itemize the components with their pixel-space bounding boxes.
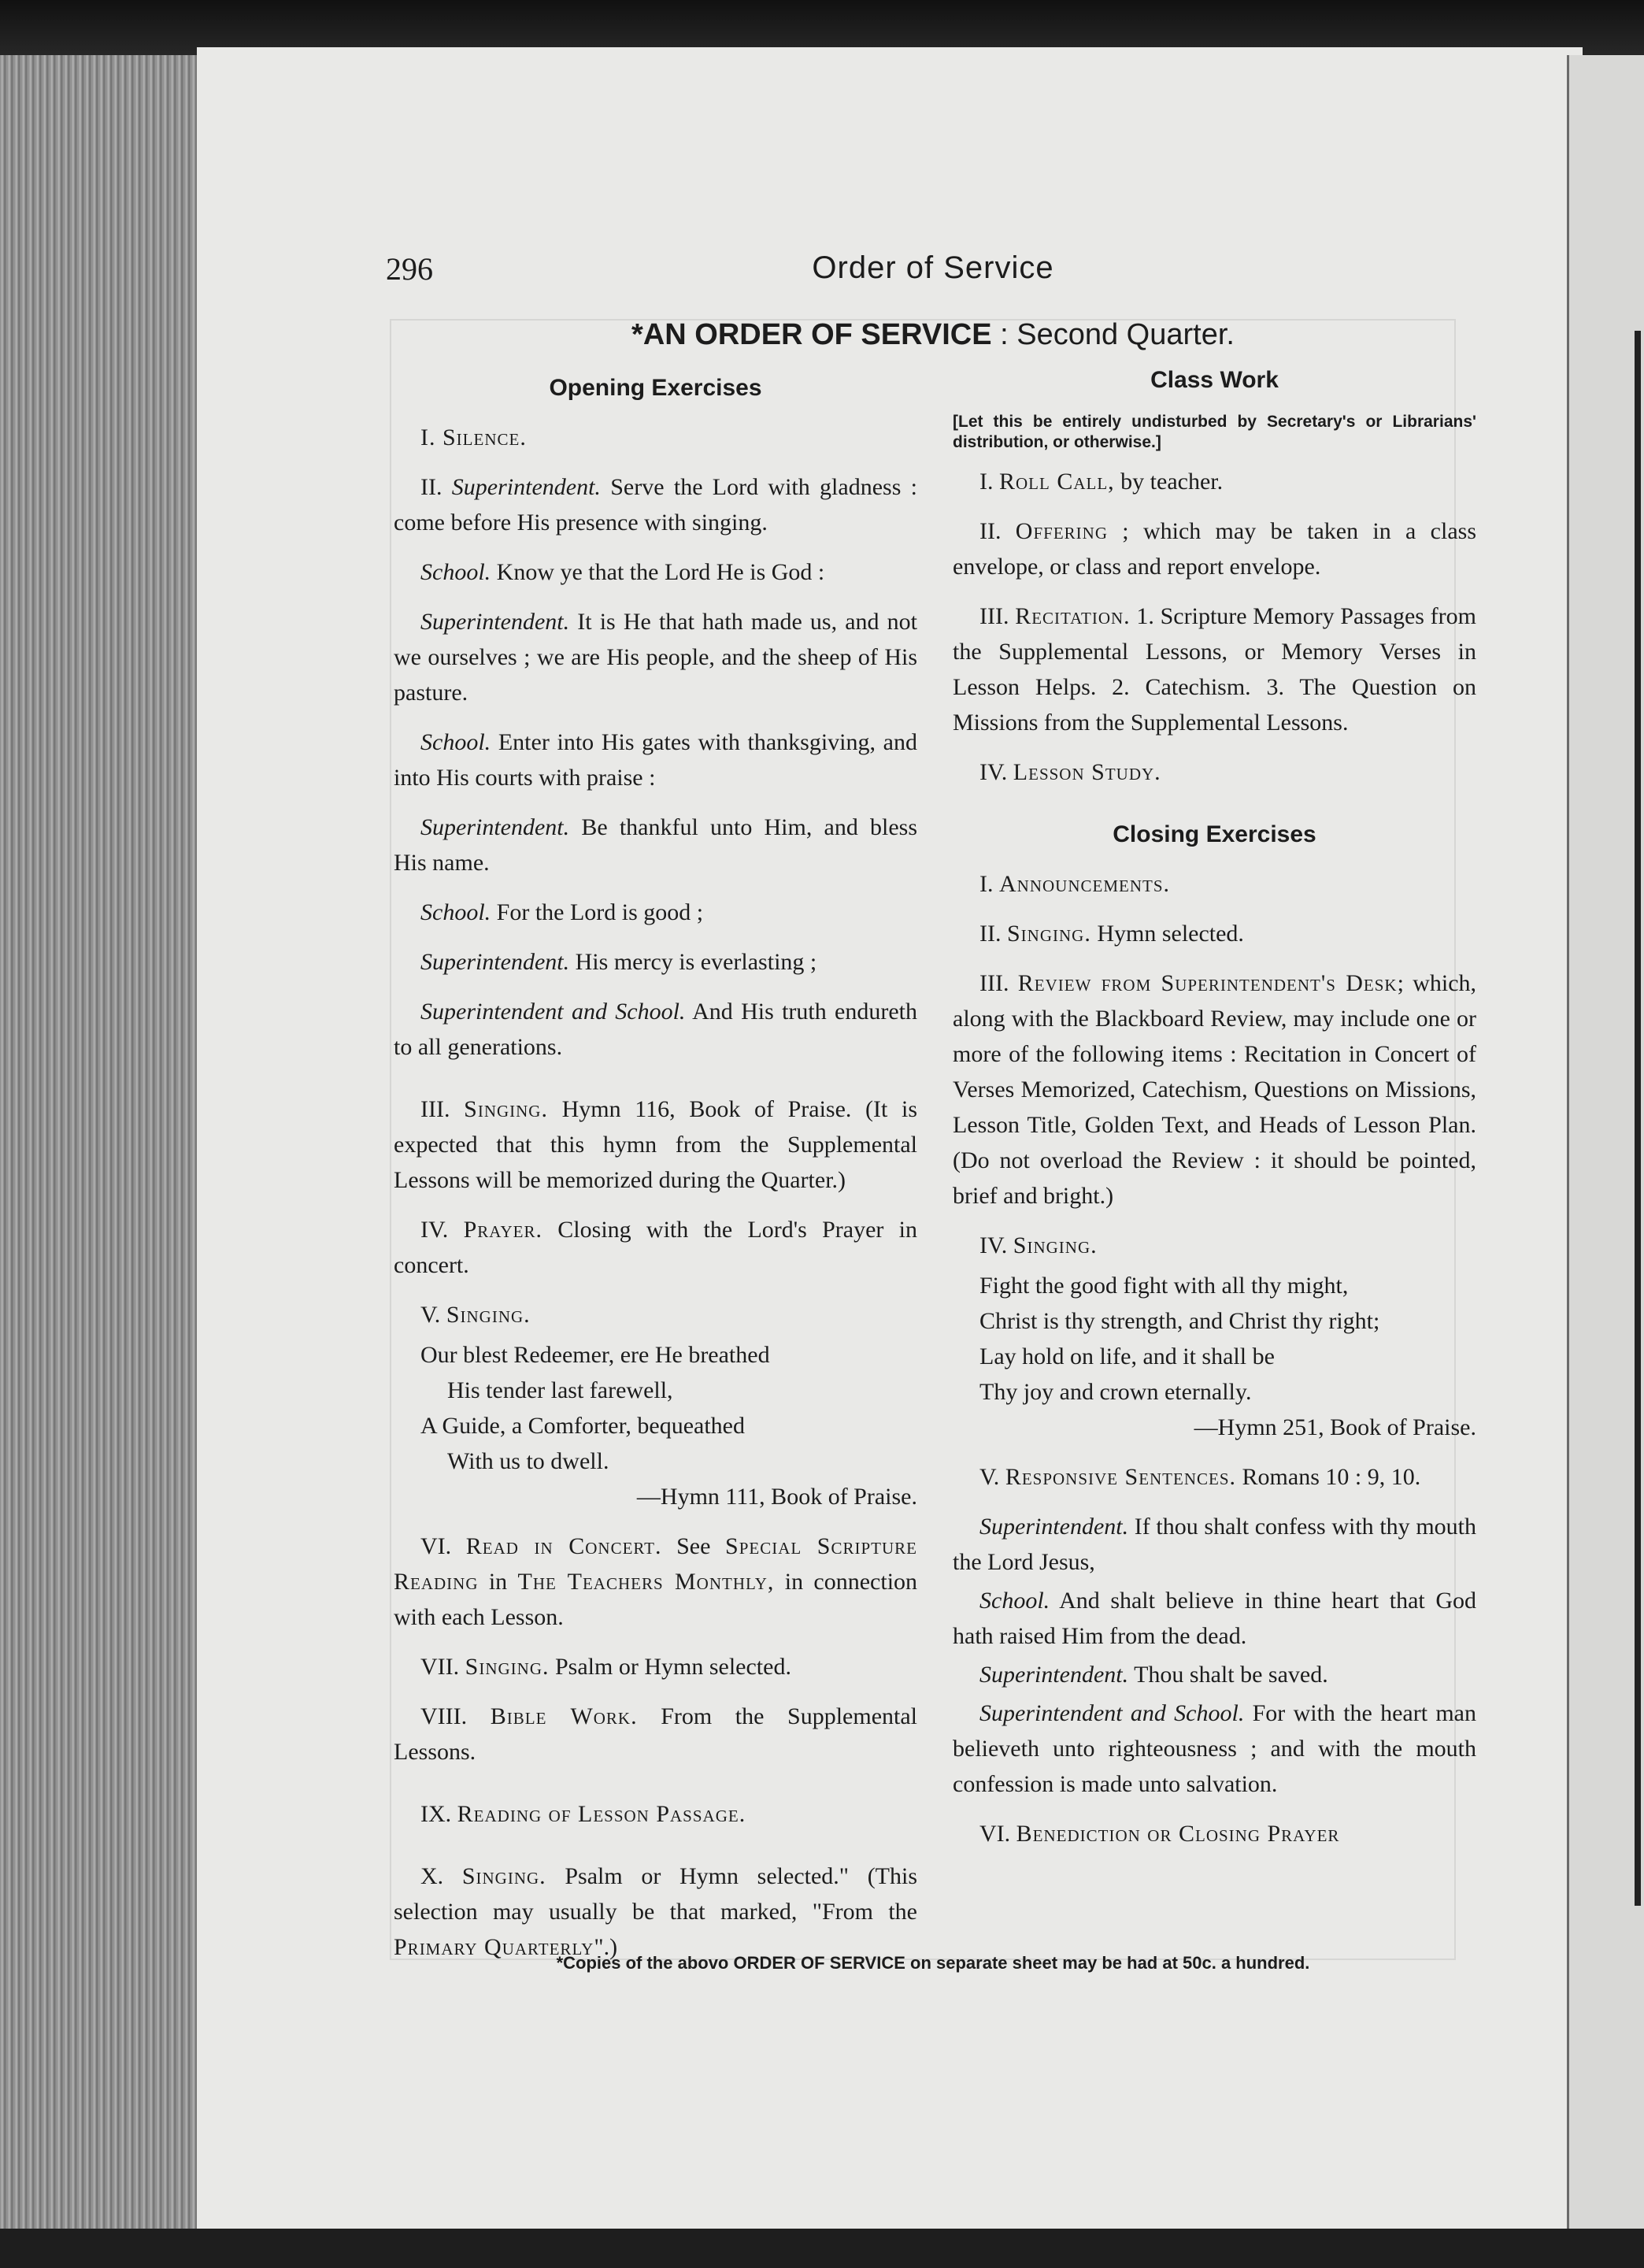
item-text: ; which may be taken in a class envelope, or class and report envelope.: [953, 518, 1476, 580]
item-text: 1. Scripture Memory Passages from the Supplemental Lessons, or Memory Verses in Lesson Helps. 2. Catechism. 3. The Question on Missions from the Supplemental Lessons.: [953, 603, 1477, 736]
item-silence: I. Silence.: [420, 424, 527, 450]
speaker-school: School.: [420, 899, 491, 925]
hymn-credit: —Hymn 251, Book of Praise.: [1194, 1414, 1476, 1440]
facing-page-edge: [1567, 55, 1644, 2236]
item-number: II.: [979, 518, 1002, 544]
opening-exercises-heading: Opening Exercises: [549, 375, 762, 401]
item-text: Closing with the Lord's Prayer in concert.: [394, 1217, 918, 1278]
item-text: ".): [594, 1934, 618, 1960]
item-closing-hymn: [953, 1228, 1476, 1263]
response-text: Serve the Lord with gladness : come before His presence with singing.: [394, 474, 918, 536]
item-number: III.: [979, 603, 1009, 629]
verse-line: A Guide, a Comforter, bequeathed: [420, 1413, 746, 1439]
verse-line: His tender last farewell,: [447, 1377, 673, 1403]
item-number: X.: [420, 1863, 444, 1889]
left-column: [394, 370, 917, 1979]
item-text: in: [488, 1569, 508, 1595]
running-head: Order of Service: [812, 250, 1054, 285]
item-label: Reading of Lesson Passage.: [457, 1801, 746, 1827]
item-text: in connection with each Lesson.: [394, 1569, 918, 1630]
title-bold: AN ORDER OF SERVICE: [642, 318, 992, 351]
response-superintendent-and-school: [953, 1695, 1476, 1802]
class-work-heading: Class Work: [1150, 367, 1279, 393]
item-offering: [953, 513, 1476, 584]
primary-quarterly: Primary Quarterly: [394, 1934, 594, 1960]
item-roll-call: [953, 464, 1476, 499]
item-text: by teacher.: [1120, 469, 1224, 495]
response-text: Enter into His gates with thanksgiving, and into His courts with praise :: [394, 729, 917, 791]
item-number: VII.: [420, 1654, 460, 1680]
item-number: V.: [420, 1302, 441, 1328]
item-label: Announcements.: [999, 871, 1170, 897]
item-text: From the Supplemental Lessons.: [394, 1703, 918, 1765]
item-label: Singing.: [464, 1096, 548, 1122]
closing-exercises-heading: Closing Exercises: [1113, 821, 1316, 847]
verse-line: Thy joy and crown eternally.: [979, 1379, 1252, 1405]
item-text: ; which, along with the Blackboard Review, may include one or more of the following items : Recitation in Concert of Verses Memorized, Catechism, Questions on Missions, Lesson Title, Golden Text, and Heads of Lesson Plan. (Do not overload the Review : it should be pointed, brief and bright.): [953, 970, 1477, 1209]
item-vii: [394, 1649, 917, 1684]
page-header: [382, 250, 1484, 298]
page-title: [382, 318, 1484, 352]
response-text: If thou shalt confess with thy mouth the Lord Jesus,: [953, 1514, 1476, 1575]
hymn-verse: [420, 1337, 917, 1514]
response-superintendent-2: [394, 604, 917, 710]
response-school-1: [394, 554, 917, 590]
item-viii: [394, 1699, 917, 1770]
response-school-2: [394, 724, 917, 795]
item-vi: [394, 1529, 917, 1635]
item-iv: [394, 1212, 917, 1283]
item-label: Roll Call,: [999, 469, 1115, 495]
item-responsive-sentences: [953, 1459, 1476, 1495]
footnote: *Copies of the abovo ORDER OF SERVICE on separate sheet may be had at 50c. a hundred.: [556, 1953, 1310, 1973]
item-recitation: [953, 598, 1476, 740]
item-number: V.: [979, 1464, 1000, 1490]
item-label: Singing.: [465, 1654, 550, 1680]
speaker-school: School.: [420, 559, 491, 585]
response-text: Be thankful unto Him, and bless His name.: [394, 814, 917, 876]
item-number: VIII.: [420, 1703, 468, 1729]
item-closing-singing: [953, 916, 1476, 951]
item-number: VI.: [979, 1821, 1011, 1847]
verse-line: Lay hold on life, and it shall be: [979, 1343, 1275, 1369]
response-superintendent-3: [394, 810, 917, 880]
item-v: [394, 1297, 917, 1332]
facing-page-dark-strip: [1635, 331, 1641, 1906]
speaker-superintendent: Superintendent.: [420, 949, 570, 975]
book-page-edges: [0, 55, 205, 2229]
right-column: [953, 362, 1476, 1866]
response-text: For the Lord is good ;: [496, 899, 704, 925]
response-text: Know ye that the Lord He is God :: [496, 559, 825, 585]
item-review: [953, 965, 1476, 1214]
speaker-superintendent-and-school: Superintendent and School.: [979, 1700, 1245, 1726]
item-announcements: [953, 866, 1476, 902]
item-label: Read in Concert.: [465, 1533, 662, 1559]
item-number: I.: [979, 871, 994, 897]
item-label: Bible Work.: [490, 1703, 638, 1729]
speaker-superintendent: Superintendent.: [420, 609, 570, 635]
item-ix: [394, 1796, 917, 1832]
item-x: [394, 1858, 917, 1965]
item-number: IV.: [420, 1217, 449, 1243]
item-label: Singing.: [461, 1863, 546, 1889]
verse-line: Christ is thy strength, and Christ thy right;: [979, 1308, 1380, 1334]
class-work-note: [Let this be entirely undisturbed by Secretary's or Librarians' distribution, or otherwise.]: [953, 413, 1476, 451]
speaker-superintendent-and-school: Superintendent and School.: [420, 999, 686, 1025]
item-text: Hymn selected.: [1097, 921, 1244, 947]
item-number: II.: [420, 474, 442, 500]
speaker-school: School.: [420, 729, 491, 755]
response-text: For with the heart man believeth unto righteousness ; and with the mouth confession is made unto salvation.: [953, 1700, 1476, 1797]
verse-line: Fight the good fight with all thy might,: [979, 1273, 1349, 1299]
response-text: And His truth endureth to all generations.: [394, 999, 917, 1060]
item-number: II.: [979, 921, 1002, 947]
item-label: Lesson Study.: [1013, 759, 1161, 785]
title-rest: : Second Quarter.: [1000, 318, 1235, 351]
item-number: IX.: [420, 1801, 452, 1827]
item-number: III.: [420, 1096, 450, 1122]
item-number: III.: [979, 970, 1009, 996]
hymn-verse: [979, 1268, 1476, 1445]
page-number: 296: [386, 251, 433, 287]
response-text: It is He that hath made us, and not we ourselves ; we are His people, and the sheep of His pasture.: [394, 609, 917, 706]
item-ii: [394, 469, 917, 540]
title-star: *: [631, 318, 643, 351]
verse-line: With us to dwell.: [447, 1448, 609, 1474]
response-superintendent-and-school: [394, 994, 917, 1065]
bottom-shadow: [0, 2229, 1644, 2268]
response-text: Thou shalt be saved.: [1134, 1662, 1328, 1688]
item-lesson-study: [953, 754, 1476, 790]
item-text: Hymn 116, Book of Praise. (It is expected that this hymn from the Supplemental Lessons will be memorized during the Quarter.): [394, 1096, 918, 1193]
item-benediction: [953, 1816, 1476, 1851]
item-text: Romans 10 : 9, 10.: [1242, 1464, 1421, 1490]
item-label: Singing.: [1013, 1232, 1098, 1258]
speaker-superintendent: Superintendent.: [451, 474, 601, 500]
response-superintendent: [953, 1509, 1476, 1580]
response-school: [953, 1583, 1476, 1654]
item-label: Singing.: [1006, 921, 1091, 947]
item-label: Benediction or Closing Prayer: [1016, 1821, 1340, 1847]
item-label: Recitation.: [1015, 603, 1131, 629]
item-number: IV.: [979, 1232, 1008, 1258]
item-number: I.: [979, 469, 994, 495]
item-text: See: [676, 1533, 711, 1559]
special-reading: Special Scripture Reading: [394, 1533, 918, 1595]
item-label: Responsive Sentences.: [1005, 1464, 1237, 1490]
item-iii: [394, 1091, 917, 1198]
item-label: Prayer.: [463, 1217, 543, 1243]
teachers-monthly: The Teachers Monthly,: [517, 1569, 775, 1595]
speaker-superintendent: Superintendent.: [979, 1662, 1129, 1688]
response-text: His mercy is everlasting ;: [575, 949, 817, 975]
speaker-school: School.: [979, 1588, 1050, 1614]
item-number: IV.: [979, 759, 1008, 785]
response-superintendent-4: [394, 944, 917, 980]
speaker-superintendent: Superintendent.: [979, 1514, 1129, 1540]
item-number: VI.: [420, 1533, 452, 1559]
item-label: Offering: [1015, 518, 1108, 544]
item-text: Psalm or Hymn selected.: [555, 1654, 791, 1680]
item-label: Review from Superintendent's Desk: [1017, 970, 1398, 996]
response-superintendent: [953, 1657, 1476, 1692]
response-text: And shalt believe in thine heart that God hath raised Him from the dead.: [953, 1588, 1476, 1649]
response-school-3: [394, 895, 917, 930]
hymn-credit: —Hymn 111, Book of Praise.: [636, 1484, 917, 1510]
speaker-superintendent: Superintendent.: [420, 814, 570, 840]
item-label: Singing.: [446, 1302, 531, 1328]
verse-line: Our blest Redeemer, ere He breathed: [420, 1342, 770, 1368]
item-text: Psalm or Hymn selected." (This selection may usually be that marked, "From the: [394, 1863, 918, 1925]
